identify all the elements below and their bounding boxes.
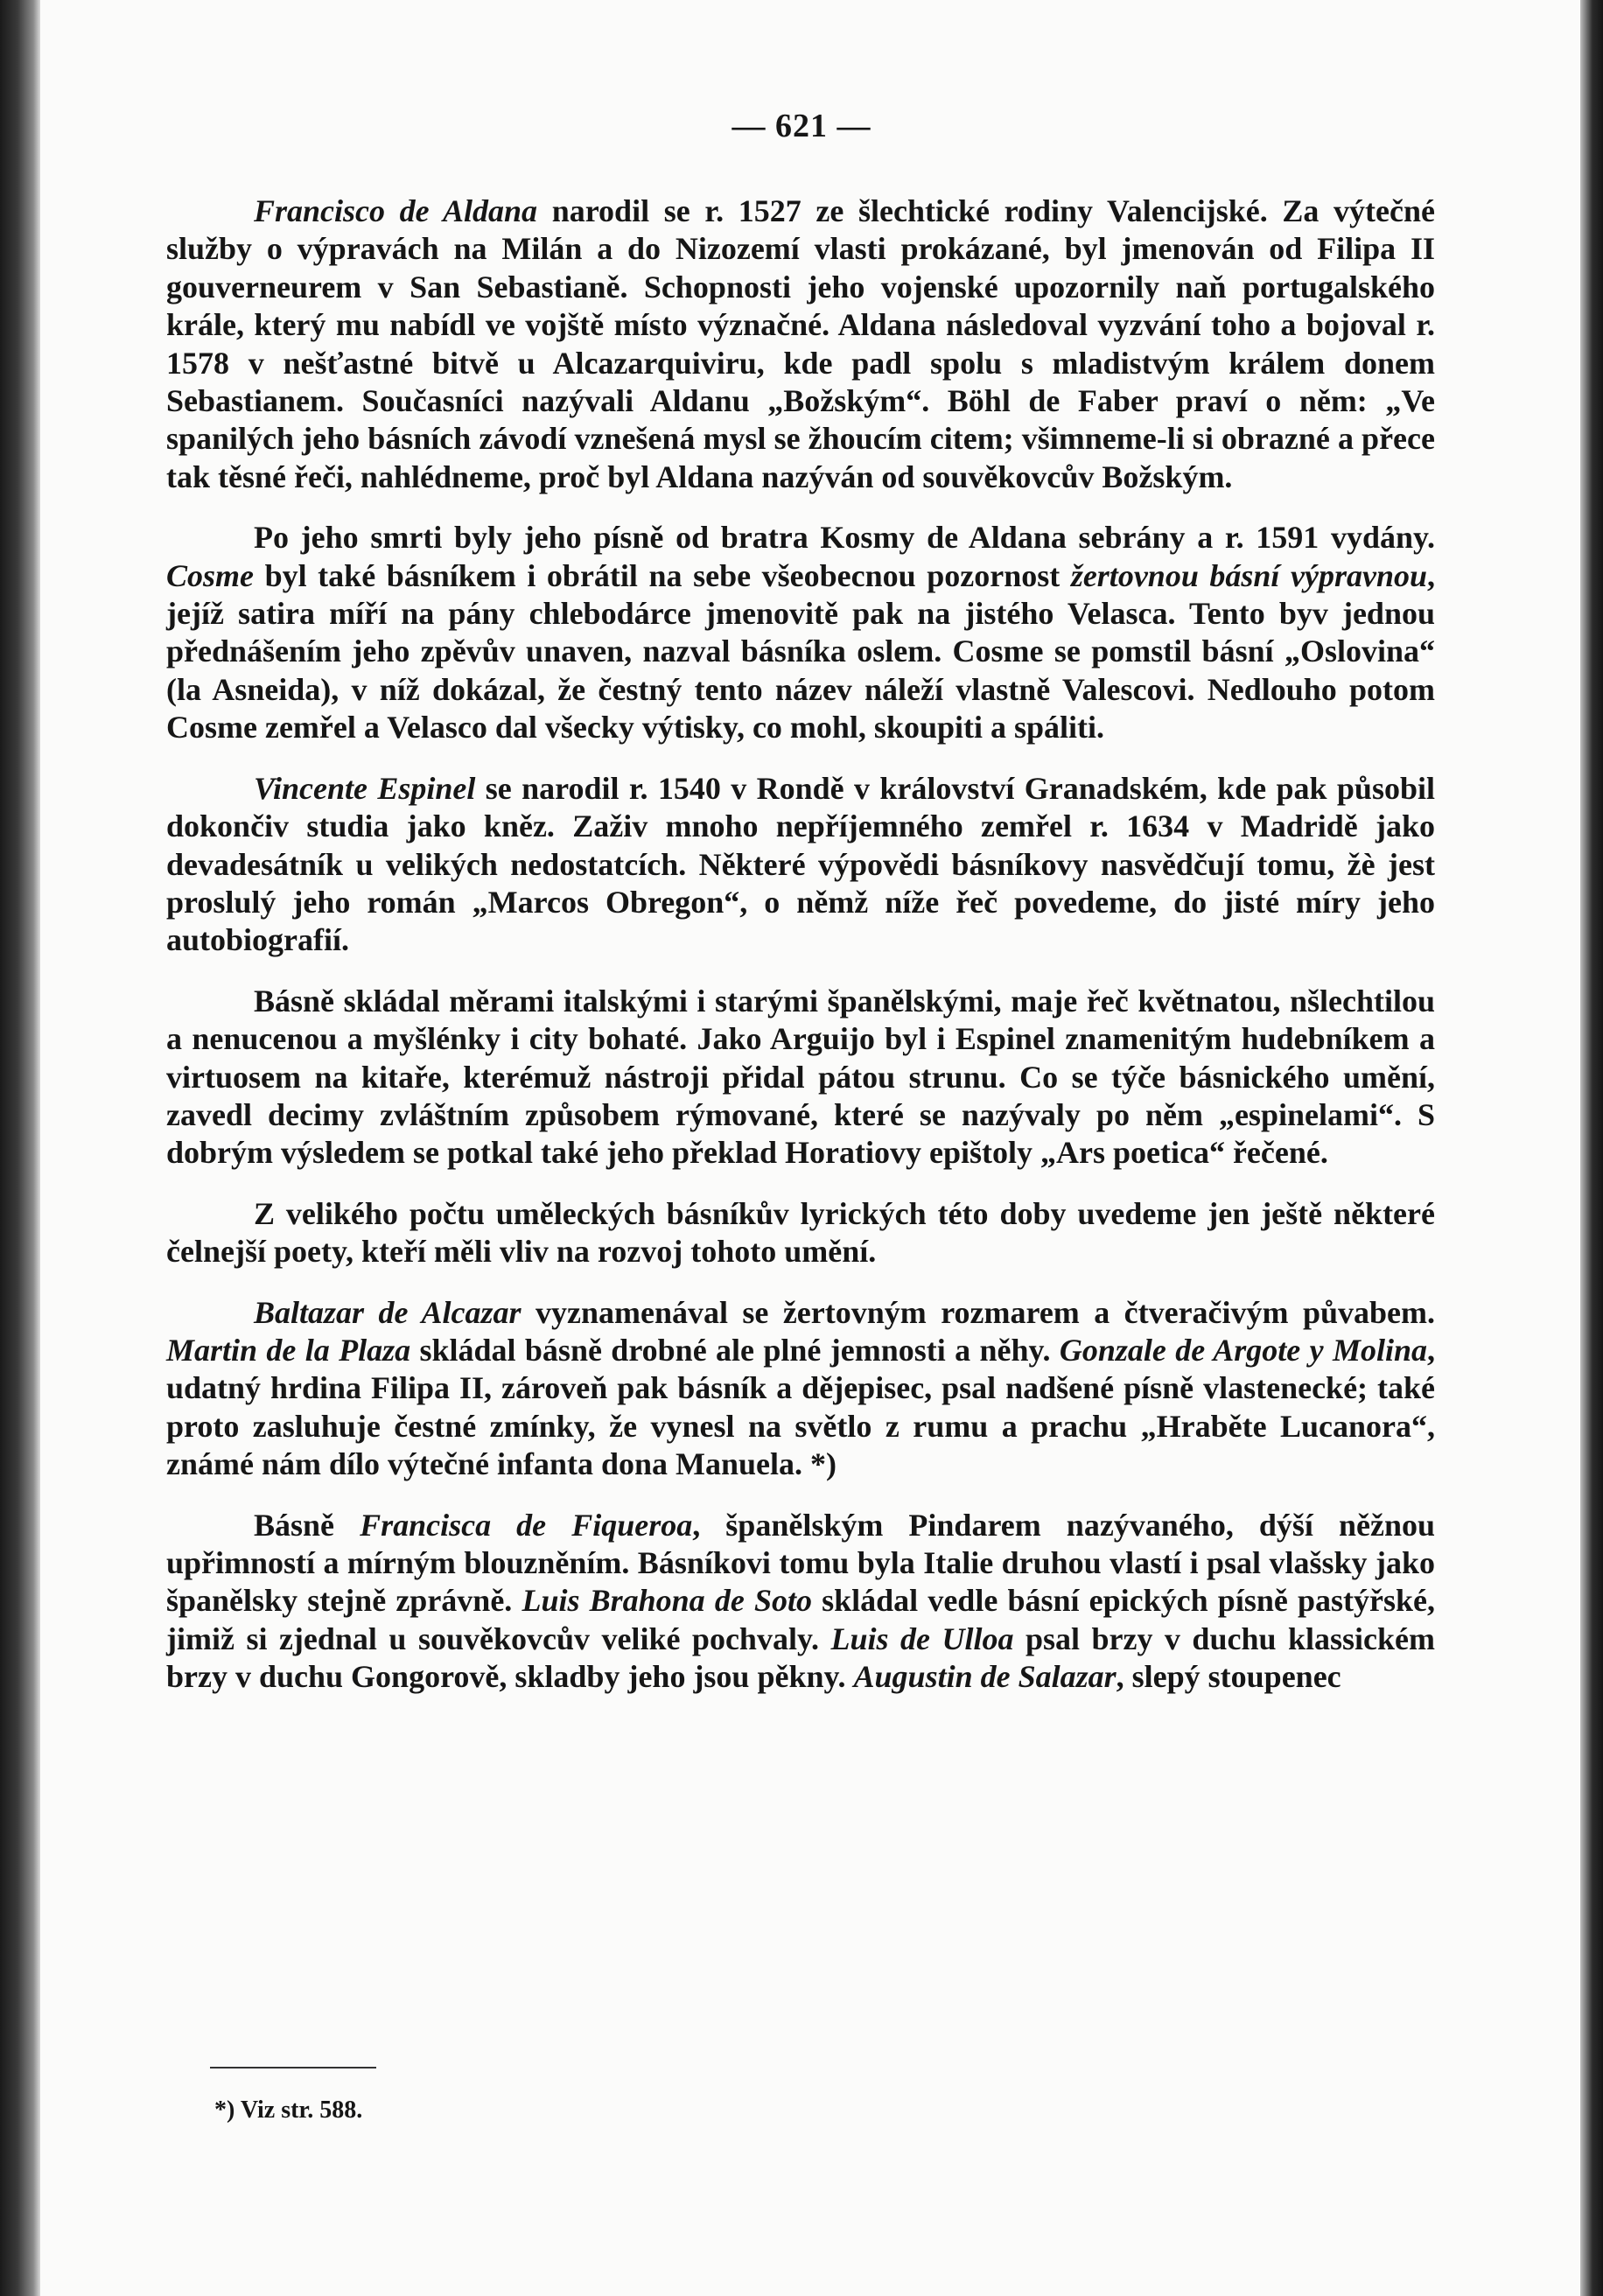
text-run: vyznamenával se žertovným rozmarem a čtveračivým půvabem. [521,1294,1435,1330]
text-run: Básně [254,1507,360,1543]
italic-name: Gonzale de Argote y Molina [1059,1332,1427,1368]
italic-name: Luis Brahona de Soto [522,1583,812,1619]
paragraph [166,983,1435,1172]
text-run: skládal básně drobné ale plné jemnosti a něhy. [410,1332,1060,1368]
italic-name: Cosme [166,557,255,593]
paragraph [166,1294,1435,1484]
text-run: , slepý stoupenec [1116,1659,1341,1695]
text-run: Z velikého počtu uměleckých básníkův lyrických této doby uvedeme jen ještě některé čelnejší poety, kteří měli vliv na rozvoj tohoto umění. [166,1195,1435,1270]
text-run: , španělským Pindarem nazývaného, dýší něžnou upřimností a mírným blouzněním. Básníkovi tomu byla Italie druhou vlastí i psal vlašsky jako španělsky stejně zprávně. [166,1507,1435,1619]
italic-name: Martin de la Plaza [166,1332,411,1368]
text-run: , jejíž satira míří na pány chlebodárce jmenovitě pak na jistého Velasca. Tento byv jednou přednášením jeho zpěvův unaven, nazval básníka oslem. Cosme se pomstil básní „Oslovina“ (la Asneida), v níž dokázal, že čestný tento název náleží vlastně Valescovi. Nedlouho potom Cosme zemřel a Velasco dal všecky výtisky, co mohl, skoupiti a spáliti. [166,557,1435,746]
text-run: , udatný hrdina Filipa II, zároveň pak básník a dějepisec, psal nadšené písně vlastenecké; také proto zasluhuje čestné zmínky, že vynesl na světlo z rumu a prachu „Hraběte Lucanora“, známé nám dílo výtečné infanta dona Manuela. *) [166,1332,1435,1482]
paragraph [166,192,1435,496]
italic-name: Augustin de Salazar [853,1659,1116,1695]
italic-name: Francisca de Fiqueroa [360,1507,693,1543]
text-run: Po jeho smrti byly jeho písně od bratra Kosmy de Aldana sebrány a r. 1591 vydány. [254,520,1435,556]
italic-name: Baltazar de Alcazar [254,1294,522,1330]
text-run: se narodil r. 1540 v Rondě v království Granadském, kde pak působil dokončiv studia jako kněz. Zaživ mnoho nepříjemného zemřel r. 1634 v Madridě jako devadesátník u velikých nedostatcích. Některé výpovědi básníkovy nasvědčují tomu, žè jest proslulý jeho román „Marcos Obregon“, o němž níže řeč povedeme, do jisté míry jeho autobiografií. [166,770,1435,958]
italic-name: Vincente Espinel [254,770,476,806]
footnote: *) Viz str. 588. [214,2096,363,2124]
footnote-divider [210,2067,376,2068]
italic-name: Luis de Ulloa [830,1620,1014,1656]
italic-name: žertovnou básní výpravnou [1070,557,1427,593]
paragraph [166,770,1435,960]
italic-name: Francisco de Aldana [254,193,538,228]
paragraph [166,1195,1435,1271]
text-run: narodil se r. 1527 ze šlechtické rodiny Valencijské. Za výtečné služby o výpravách na Milán a do Nizozemí vlasti prokázané, byl jmenován od Filipa II gouverneurem v San Sebastianě. Schopnosti jeho vojenské upozornily naň portugalského krále, který mu nabídl ve vojště místo význačné. Aldana následoval vyzvání toho a bojoval r. 1578 v nešťastné bitvě u Alcazarquiviru, kde padl spolu s mladistvým králem donem Sebastianem. Současníci nazývali Aldanu „Božským“. Böhl de Faber praví o něm: „Ve spanilých jeho básních závodí vznešená mysl se žhoucím citem; všimneme-li si obrazné a přece tak těsné řeči, nahlédneme, proč byl Aldana nazýván od souvěkovcův Božským. [166,193,1435,494]
text-run: skládal vedle básní epických písně pastýřské, jimiž si zjednal u souvěkovcův veliké pochvaly. [166,1583,1435,1656]
text-run: Básně skládal měrami italskými i starými španělskými, maje řeč květnatou, nšlechtilou a nenucenou a myšlénky i city bohaté. Jako Arguijo byl i Espinel znamenitým hudebníkem a virtuosem na kitaře, kterémuž nástroji přidal pátou strunu. Co se týče básnického umění, zavedl decimy zvláštním způsobem rýmované, které se nazývaly po něm „espinelami“. S dobrým výsledem se potkal také jeho překlad Horatiovy epištoly „Ars poetica“ řečené. [166,983,1435,1171]
text-run: byl také básníkem i obrátil na sebe všeobecnou pozornost [254,557,1071,593]
paragraph [166,519,1435,746]
page-number: — 621 — [732,108,872,144]
paragraph [166,1507,1435,1697]
scan-border-right [1580,0,1603,2296]
text-run: psal brzy v duchu klassickém brzy v duchu Gongorově, skladby jeho jsou pěkny. [166,1620,1435,1695]
scan-border-left [0,0,40,2296]
body-text [166,192,1435,1719]
